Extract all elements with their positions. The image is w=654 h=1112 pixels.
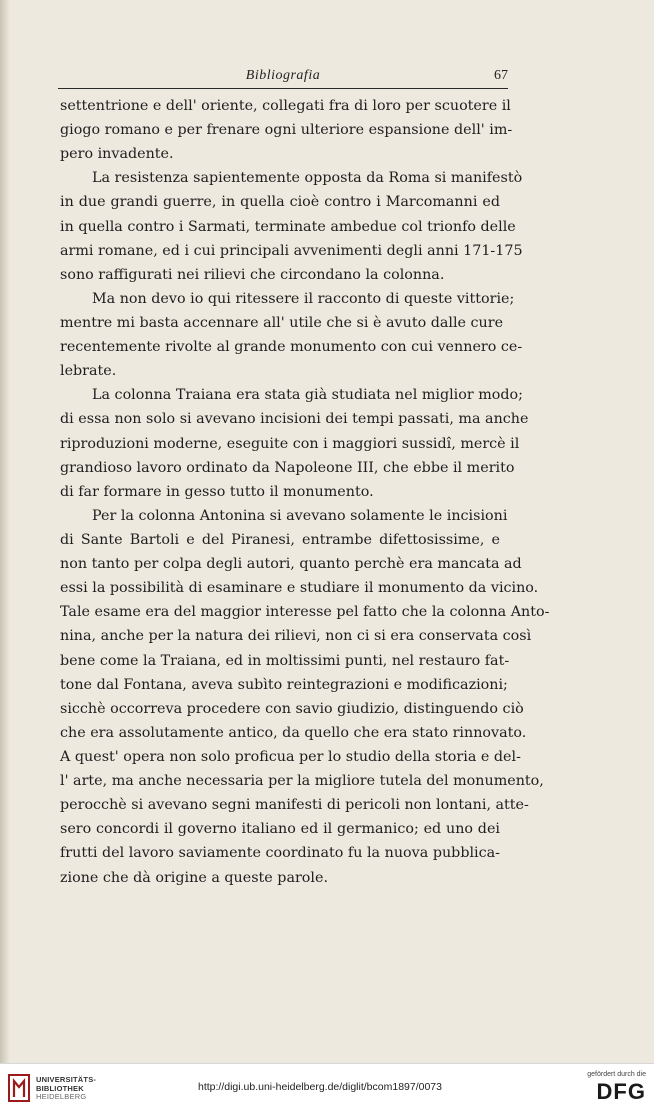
text-line: grandioso lavoro ordinato da Napoleone III, che ebbe il merito [60,459,515,476]
text-line: non tanto per colpa degli autori, quanto perchè era mancata ad [60,556,522,573]
text-line: giogo romano e per frenare ogni ulteriore espansione dell' im- [60,122,513,139]
text-line: zione che dà origine a queste parole. [60,869,328,886]
library-name-line: BIBLIOTHEK [36,1083,84,1093]
text-line: l' arte, ma anche necessaria per la migliore tutela del monumento, [60,773,544,790]
university-library-logo-icon [8,1073,30,1103]
library-name-line: HEIDELBERG [36,1092,87,1101]
text-line: nina, anche per la natura dei rilievi, non ci si era conservata così [60,628,532,645]
text-line: sero concordi il governo italiano ed il germanico; ed uno dei [60,821,500,838]
text-line: Per la colonna Antonina si avevano solamente le incisioni [92,507,508,524]
text-line: che era assolutamente antico, da quello che era stato rinnovato. [60,724,527,741]
text-line: Ma non devo io qui ritessere il racconto di queste vittorie; [92,290,515,307]
text-line: La colonna Traiana era stata già studiata nel miglior modo; [92,387,523,404]
text-line: in quella contro i Sarmati, terminate ambedue col trionfo delle [60,218,516,235]
text-line: essi la possibilità di esaminare e studiare il monumento da vicino. [60,580,539,597]
text-line: settentrione e dell' oriente, collegati fra di loro per scuotere il [60,98,511,114]
text-line: Tale esame era del maggior interesse pel fatto che la colonna Anto- [60,604,550,621]
text-line: di far formare in gesso tutto il monumento. [60,483,374,500]
text-line: pero invadente. [60,146,174,163]
text-line: armi romane, ed i cui principali avvenimenti degli anni 171-175 [60,242,523,259]
text-line: riproduzioni moderne, eseguite con i maggiori sussidî, mercè il [60,435,520,452]
text-line: lebrate. [60,363,117,380]
viewer-footer [0,1063,654,1112]
text-line: bene come la Traiana, ed in moltissimi punti, nel restauro fat- [60,652,510,669]
dfg-logo: DFG [596,1079,646,1104]
text-line: A quest' opera non solo proficua per lo studio della storia e del- [60,748,521,765]
funding-caption: gefördert durch die [587,1071,646,1078]
body-text [60,94,550,890]
text-line: recentemente rivolte al grande monumento con cui vennero ce- [60,339,523,356]
funding-credit [582,1070,646,1105]
page-number: 67 [494,68,508,83]
text-line: perocchè si avevano segni manifesti di pericoli non lontani, atte- [60,797,529,814]
running-head [58,64,508,89]
page-edge-shadow [0,0,10,1063]
permalink-url[interactable]: http://digi.ub.uni-heidelberg.de/diglit/bcom1897/0073 [197,1081,442,1093]
text-line: sicchè occorreva procedere con savio giudizio, distinguendo ciò [60,700,524,717]
text-line: sono raffigurati nei rilievi che circondano la colonna. [60,266,445,283]
text-line: in due grandi guerre, in quella cioè contro i Marcomanni ed [60,194,500,211]
text-line: mentre mi basta accennare all' utile che si è avuto dalle cure [60,314,504,331]
library-name-line: UNIVERSITÄTS- [36,1075,97,1084]
text-line: frutti del lavoro saviamente coordinato fu la nuova pubblica- [60,845,500,862]
text-line: La resistenza sapientemente opposta da Roma si manifestò [92,170,523,187]
library-name [36,1076,96,1102]
text-line: tone dal Fontana, aveva subìto reintegrazioni e modificazioni; [60,676,508,693]
running-title: Bibliografia [245,68,321,83]
text-line: di Sante Bartoli e del Piranesi, entrambe difettosissime, e [60,531,500,548]
text-line: di essa non solo si avevano incisioni dei tempi passati, ma anche [60,411,529,428]
